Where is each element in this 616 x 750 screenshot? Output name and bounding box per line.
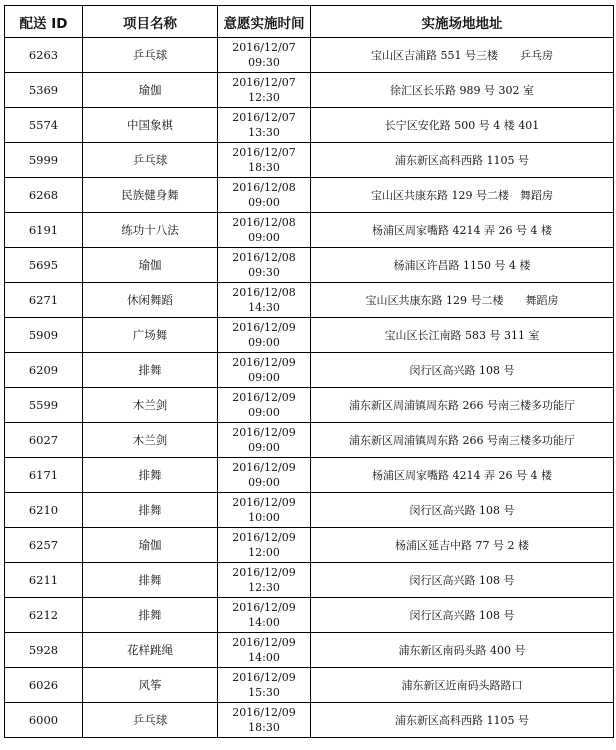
venue-address-cell: 杨浦区周家嘴路 4214 弄 26 号 4 楼	[311, 458, 614, 493]
project-name-cell: 排舞	[83, 493, 218, 528]
table-row	[5, 703, 614, 738]
delivery-id-cell: 6210	[5, 493, 83, 528]
venue-address-cell: 闵行区高兴路 108 号	[311, 598, 614, 633]
project-name-cell: 乒乓球	[83, 38, 218, 73]
time-text: 09:30	[248, 266, 280, 279]
delivery-id-cell: 5928	[5, 633, 83, 668]
table-row	[5, 73, 614, 108]
datetime-cell	[218, 703, 311, 738]
date-text: 2016/12/09	[232, 461, 296, 474]
table-row	[5, 143, 614, 178]
date-text: 2016/12/07	[232, 146, 296, 159]
table-row	[5, 598, 614, 633]
date-text: 2016/12/09	[232, 531, 296, 544]
time-text: 18:30	[248, 721, 280, 734]
time-text: 10:00	[248, 511, 280, 524]
delivery-id-cell: 5574	[5, 108, 83, 143]
project-name-cell: 练功十八法	[83, 213, 218, 248]
project-name-cell: 木兰剑	[83, 388, 218, 423]
header-id: 配送 ID	[5, 6, 83, 38]
project-name-cell: 排舞	[83, 353, 218, 388]
date-text: 2016/12/09	[232, 391, 296, 404]
delivery-id-cell: 5999	[5, 143, 83, 178]
datetime-cell	[218, 353, 311, 388]
project-name-cell: 乒乓球	[83, 703, 218, 738]
project-name-cell: 排舞	[83, 458, 218, 493]
datetime-cell	[218, 143, 311, 178]
time-text: 12:00	[248, 546, 280, 559]
venue-address-cell: 宝山区共康东路 129 号二楼 舞蹈房	[311, 283, 614, 318]
datetime-cell	[218, 563, 311, 598]
project-name-cell: 排舞	[83, 563, 218, 598]
datetime-cell	[218, 423, 311, 458]
date-text: 2016/12/09	[232, 321, 296, 334]
date-text: 2016/12/09	[232, 706, 296, 719]
datetime-cell	[218, 283, 311, 318]
delivery-id-cell: 5599	[5, 388, 83, 423]
time-text: 14:00	[248, 651, 280, 664]
datetime-cell	[218, 528, 311, 563]
venue-address-cell: 杨浦区许昌路 1150 号 4 楼	[311, 248, 614, 283]
delivery-id-cell: 6211	[5, 563, 83, 598]
project-name-cell: 风筝	[83, 668, 218, 703]
time-text: 14:30	[248, 301, 280, 314]
delivery-id-cell: 6191	[5, 213, 83, 248]
delivery-id-cell: 5369	[5, 73, 83, 108]
project-name-cell: 瑜伽	[83, 73, 218, 108]
time-text: 09:00	[248, 371, 280, 384]
time-text: 09:00	[248, 406, 280, 419]
datetime-cell	[218, 213, 311, 248]
venue-address-cell: 长宁区安化路 500 号 4 楼 401	[311, 108, 614, 143]
table-row	[5, 493, 614, 528]
delivery-id-cell: 6000	[5, 703, 83, 738]
datetime-cell	[218, 38, 311, 73]
table-row	[5, 563, 614, 598]
date-text: 2016/12/08	[232, 251, 296, 264]
table-row	[5, 353, 614, 388]
delivery-id-cell: 6271	[5, 283, 83, 318]
delivery-id-cell: 6171	[5, 458, 83, 493]
header-preferred-time: 意愿实施时间	[218, 6, 311, 38]
project-name-cell: 民族健身舞	[83, 178, 218, 213]
time-text: 13:30	[248, 126, 280, 139]
date-text: 2016/12/07	[232, 41, 296, 54]
date-text: 2016/12/09	[232, 601, 296, 614]
datetime-cell	[218, 493, 311, 528]
header-project-name: 项目名称	[83, 6, 218, 38]
time-text: 14:00	[248, 616, 280, 629]
delivery-id-cell: 6268	[5, 178, 83, 213]
date-text: 2016/12/09	[232, 496, 296, 509]
datetime-cell	[218, 318, 311, 353]
project-name-cell: 瑜伽	[83, 248, 218, 283]
project-name-cell: 排舞	[83, 598, 218, 633]
date-text: 2016/12/07	[232, 111, 296, 124]
delivery-id-cell: 6027	[5, 423, 83, 458]
venue-address-cell: 宝山区吉浦路 551 号三楼 乒乓房	[311, 38, 614, 73]
datetime-cell	[218, 178, 311, 213]
time-text: 15:30	[248, 686, 280, 699]
time-text: 09:00	[248, 231, 280, 244]
project-name-cell: 木兰剑	[83, 423, 218, 458]
time-text: 09:00	[248, 441, 280, 454]
table-row	[5, 458, 614, 493]
time-text: 12:30	[248, 91, 280, 104]
venue-address-cell: 浦东新区周浦镇周东路 266 号南三楼多功能厅	[311, 388, 614, 423]
date-text: 2016/12/09	[232, 671, 296, 684]
date-text: 2016/12/07	[232, 76, 296, 89]
project-name-cell: 乒乓球	[83, 143, 218, 178]
table-row	[5, 423, 614, 458]
venue-address-cell: 浦东新区近南码头路路口	[311, 668, 614, 703]
table-row	[5, 668, 614, 703]
delivery-id-cell: 6263	[5, 38, 83, 73]
project-name-cell: 瑜伽	[83, 528, 218, 563]
venue-address-cell: 杨浦区延吉中路 77 号 2 楼	[311, 528, 614, 563]
datetime-cell	[218, 248, 311, 283]
delivery-id-cell: 5909	[5, 318, 83, 353]
datetime-cell	[218, 388, 311, 423]
header-row	[5, 6, 614, 38]
date-text: 2016/12/08	[232, 216, 296, 229]
table-row	[5, 178, 614, 213]
venue-address-cell: 浦东新区周浦镇周东路 266 号南三楼多功能厅	[311, 423, 614, 458]
date-text: 2016/12/08	[232, 181, 296, 194]
date-text: 2016/12/09	[232, 566, 296, 579]
header-venue-address: 实施场地地址	[311, 6, 614, 38]
project-name-cell: 广场舞	[83, 318, 218, 353]
delivery-id-cell: 6026	[5, 668, 83, 703]
venue-address-cell: 浦东新区高科西路 1105 号	[311, 143, 614, 178]
table-row	[5, 108, 614, 143]
time-text: 09:00	[248, 336, 280, 349]
datetime-cell	[218, 633, 311, 668]
project-name-cell: 中国象棋	[83, 108, 218, 143]
table-row	[5, 248, 614, 283]
delivery-id-cell: 6212	[5, 598, 83, 633]
delivery-schedule-table	[4, 5, 614, 738]
venue-address-cell: 宝山区长江南路 583 号 311 室	[311, 318, 614, 353]
venue-address-cell: 浦东新区高科西路 1105 号	[311, 703, 614, 738]
datetime-cell	[218, 458, 311, 493]
delivery-id-cell: 6257	[5, 528, 83, 563]
time-text: 09:00	[248, 476, 280, 489]
venue-address-cell: 闵行区高兴路 108 号	[311, 563, 614, 598]
venue-address-cell: 闵行区高兴路 108 号	[311, 493, 614, 528]
venue-address-cell: 浦东新区南码头路 400 号	[311, 633, 614, 668]
time-text: 09:00	[248, 196, 280, 209]
datetime-cell	[218, 598, 311, 633]
table-row	[5, 528, 614, 563]
project-name-cell: 花样跳绳	[83, 633, 218, 668]
time-text: 18:30	[248, 161, 280, 174]
table-row	[5, 318, 614, 353]
time-text: 09:30	[248, 56, 280, 69]
time-text: 12:30	[248, 581, 280, 594]
delivery-id-cell: 5695	[5, 248, 83, 283]
datetime-cell	[218, 668, 311, 703]
date-text: 2016/12/09	[232, 356, 296, 369]
venue-address-cell: 杨浦区周家嘴路 4214 弄 26 号 4 楼	[311, 213, 614, 248]
date-text: 2016/12/08	[232, 286, 296, 299]
datetime-cell	[218, 108, 311, 143]
table-row	[5, 388, 614, 423]
venue-address-cell: 闵行区高兴路 108 号	[311, 353, 614, 388]
table-row	[5, 283, 614, 318]
datetime-cell	[218, 73, 311, 108]
venue-address-cell: 宝山区共康东路 129 号二楼 舞蹈房	[311, 178, 614, 213]
venue-address-cell: 徐汇区长乐路 989 号 302 室	[311, 73, 614, 108]
project-name-cell: 休闲舞蹈	[83, 283, 218, 318]
table-row	[5, 633, 614, 668]
date-text: 2016/12/09	[232, 636, 296, 649]
delivery-id-cell: 6209	[5, 353, 83, 388]
table-row	[5, 213, 614, 248]
table-row	[5, 38, 614, 73]
date-text: 2016/12/09	[232, 426, 296, 439]
